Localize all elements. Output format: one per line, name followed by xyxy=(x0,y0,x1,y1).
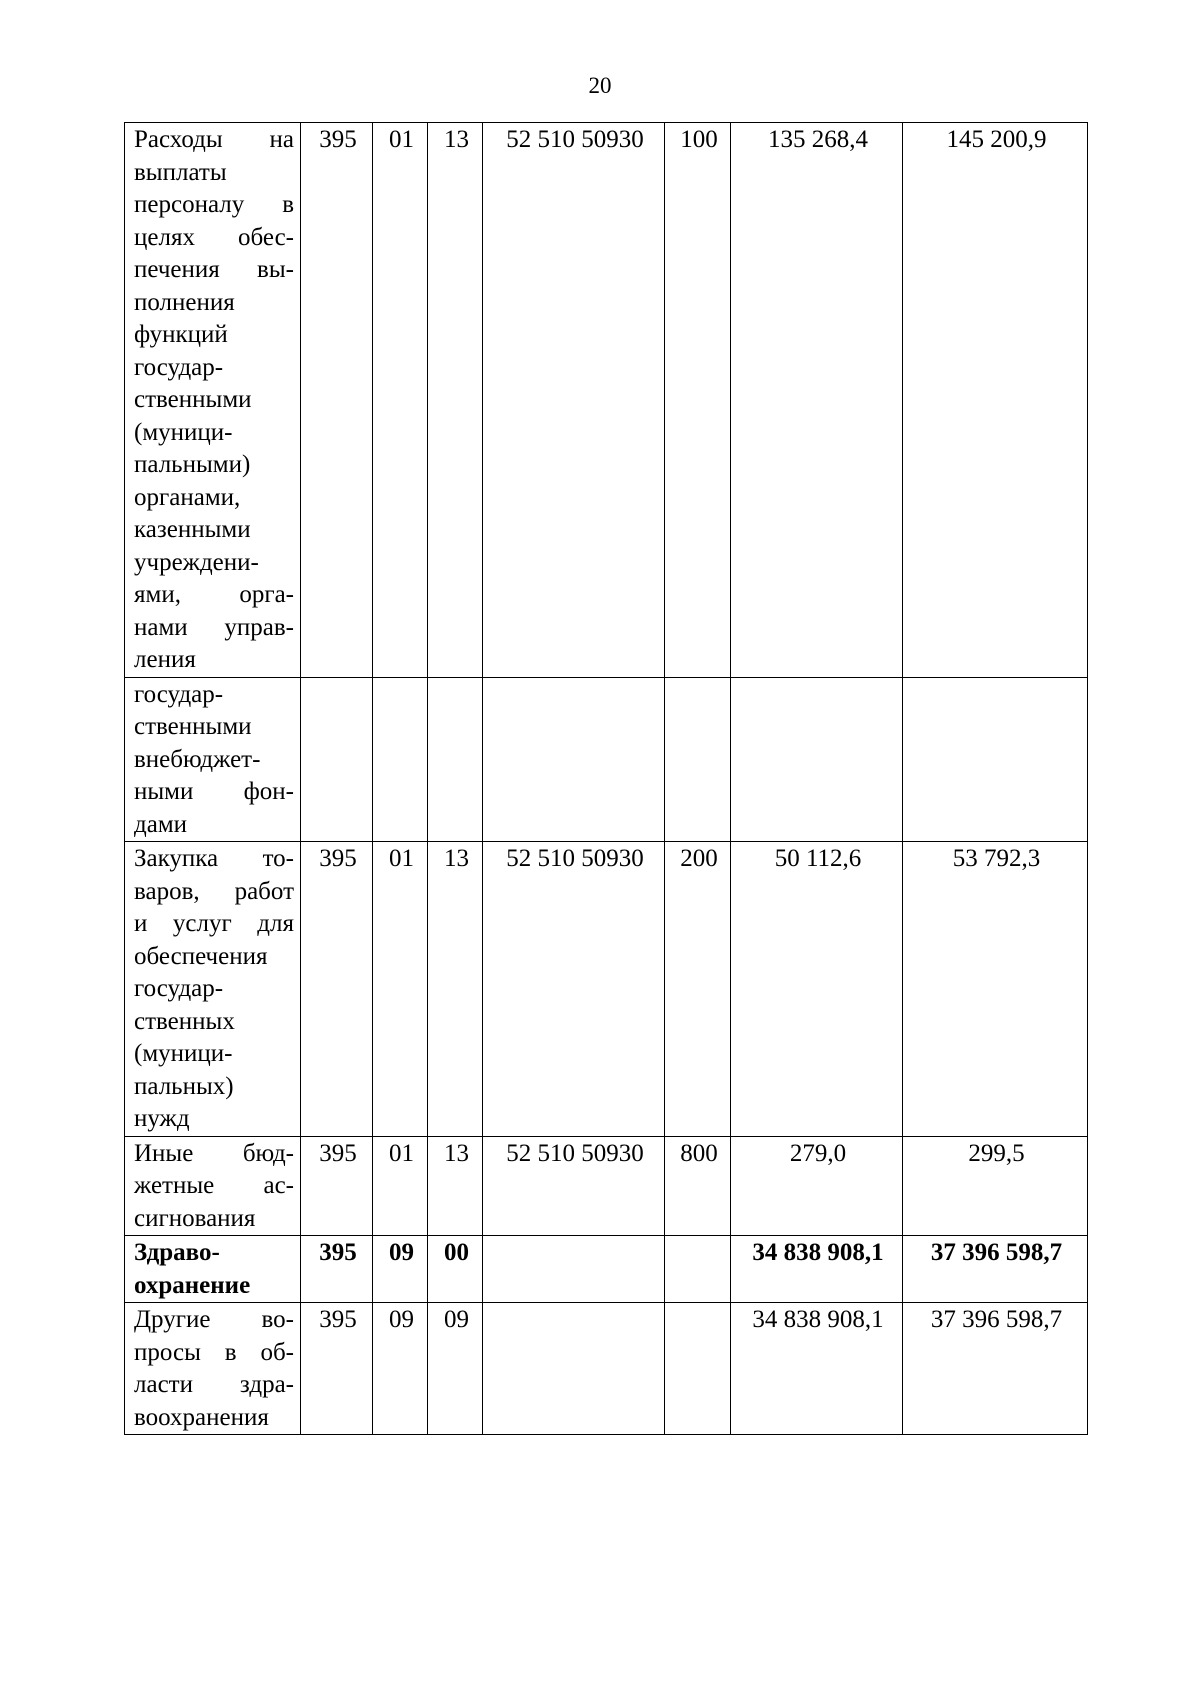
table-row xyxy=(125,123,1088,678)
amount-year-1-cell: 135 268,4 xyxy=(731,123,903,678)
row-name-line: учреждени- xyxy=(134,548,259,576)
section-code-cell: 01 xyxy=(373,842,428,1137)
target-article-cell: 52 510 50930 xyxy=(483,123,665,678)
ministry-code-cell: 395 xyxy=(301,1136,373,1236)
amount-year-1-cell: 34 838 908,1 xyxy=(731,1303,903,1435)
row-name-line: полнения xyxy=(134,288,235,316)
expense-type-cell xyxy=(665,677,731,842)
target-article-cell xyxy=(483,1236,665,1303)
row-name-line: ными фон- xyxy=(134,778,294,805)
target-article-cell xyxy=(483,1303,665,1435)
row-name-line: Здраво- xyxy=(134,1239,220,1266)
row-name-line: внебюджет- xyxy=(134,745,261,773)
expense-type-cell: 100 xyxy=(665,123,731,678)
amount-year-2-cell: 37 396 598,7 xyxy=(903,1236,1088,1303)
row-name-cell xyxy=(125,1236,301,1303)
amount-year-2-cell: 37 396 598,7 xyxy=(903,1303,1088,1435)
row-name-line: Другие во- xyxy=(134,1306,294,1333)
row-name-line: просы в об- xyxy=(134,1338,294,1366)
row-name-line: ления xyxy=(134,646,196,673)
amount-year-1-cell: 34 838 908,1 xyxy=(731,1236,903,1303)
amount-year-1-cell: 279,0 xyxy=(731,1136,903,1236)
expense-type-cell: 800 xyxy=(665,1136,731,1236)
subsection-code-cell: 13 xyxy=(428,123,483,678)
expense-type-cell xyxy=(665,1236,731,1303)
amount-year-2-cell: 299,5 xyxy=(903,1136,1088,1236)
row-name-line: целях обес- xyxy=(134,223,294,251)
ministry-code-cell: 395 xyxy=(301,123,373,678)
row-name-line: и услуг для xyxy=(134,910,294,937)
row-name-line: государ- xyxy=(134,353,224,381)
target-article-cell: 52 510 50930 xyxy=(483,842,665,1137)
row-name-cell xyxy=(125,123,301,678)
section-code-cell: 09 xyxy=(373,1303,428,1435)
row-name-line: ственных xyxy=(134,1007,235,1035)
row-name-line: варов, работ xyxy=(134,877,294,905)
row-name-line: ями, орга- xyxy=(134,581,294,608)
row-name-line: ственными xyxy=(134,386,252,413)
page-number: 20 xyxy=(588,73,612,98)
section-code-cell: 01 xyxy=(373,1136,428,1236)
ministry-code-cell: 395 xyxy=(301,842,373,1137)
row-name-cell xyxy=(125,677,301,842)
row-name-line: (муници- xyxy=(134,1040,233,1067)
target-article-cell xyxy=(483,677,665,842)
table-body xyxy=(125,123,1088,1435)
row-name-line: нужд xyxy=(134,1105,190,1132)
ministry-code-cell xyxy=(301,677,373,842)
expense-type-cell xyxy=(665,1303,731,1435)
expense-type-cell: 200 xyxy=(665,842,731,1137)
section-code-cell xyxy=(373,677,428,842)
row-name-line: ласти здра- xyxy=(134,1371,294,1398)
subsection-code-cell: 13 xyxy=(428,842,483,1137)
target-article-cell: 52 510 50930 xyxy=(483,1136,665,1236)
amount-year-2-cell xyxy=(903,677,1088,842)
row-name-line: Закупка то- xyxy=(134,845,294,872)
table-row xyxy=(125,1236,1088,1303)
subsection-code-cell: 00 xyxy=(428,1236,483,1303)
row-name-line: Иные бюд- xyxy=(134,1139,294,1167)
row-name-line: жетные ас- xyxy=(134,1172,294,1199)
subsection-code-cell xyxy=(428,677,483,842)
row-name-cell xyxy=(125,842,301,1137)
ministry-code-cell: 395 xyxy=(301,1303,373,1435)
table-row xyxy=(125,677,1088,842)
row-name-line: персоналу в xyxy=(134,191,294,218)
row-name-line: казенными xyxy=(134,516,251,543)
section-code-cell: 09 xyxy=(373,1236,428,1303)
row-name-line: государ- xyxy=(134,680,224,708)
subsection-code-cell: 09 xyxy=(428,1303,483,1435)
table-row xyxy=(125,842,1088,1137)
row-name-line: пальных) xyxy=(134,1072,234,1100)
amount-year-2-cell: 53 792,3 xyxy=(903,842,1088,1137)
row-name-line: обеспечения xyxy=(134,942,268,970)
row-name-line: нами управ- xyxy=(134,613,294,641)
row-name-line: органами, xyxy=(134,483,241,511)
row-name-line: ственными xyxy=(134,713,252,740)
amount-year-1-cell xyxy=(731,677,903,842)
row-name-line: воохранения xyxy=(134,1403,269,1431)
row-name-line: выплаты xyxy=(134,158,227,186)
table-row xyxy=(125,1303,1088,1435)
row-name-cell xyxy=(125,1136,301,1236)
row-name-line: охранение xyxy=(134,1271,251,1299)
table-row xyxy=(125,1136,1088,1236)
row-name-line: Расходы на xyxy=(134,126,294,153)
row-name-line: печения вы- xyxy=(134,256,294,283)
row-name-line: (муници- xyxy=(134,418,233,446)
amount-year-1-cell: 50 112,6 xyxy=(731,842,903,1137)
row-name-line: дами xyxy=(134,810,188,838)
row-name-line: функций xyxy=(134,321,228,348)
section-code-cell: 01 xyxy=(373,123,428,678)
ministry-code-cell: 395 xyxy=(301,1236,373,1303)
subsection-code-cell: 13 xyxy=(428,1136,483,1236)
row-name-line: пальными) xyxy=(134,451,251,478)
row-name-cell xyxy=(125,1303,301,1435)
row-name-line: государ- xyxy=(134,975,224,1002)
row-name-line: сигнования xyxy=(134,1204,256,1232)
amount-year-2-cell: 145 200,9 xyxy=(903,123,1088,678)
budget-table xyxy=(124,122,1088,1435)
